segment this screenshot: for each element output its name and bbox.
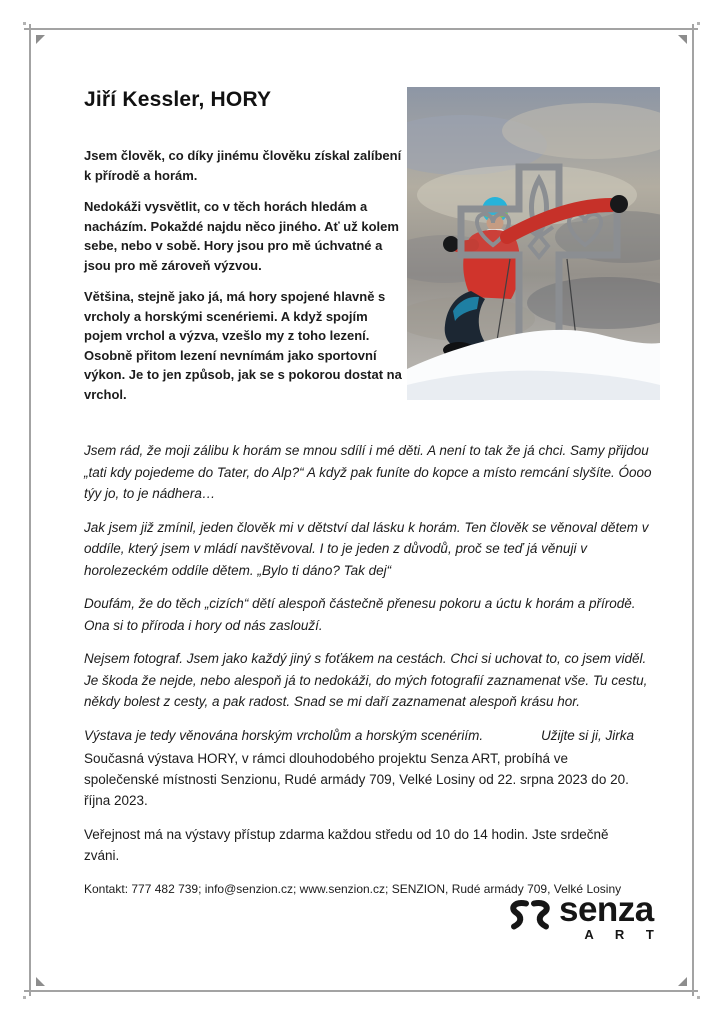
page-border-top	[24, 28, 698, 30]
story-paragraph: Nejsem fotograf. Jsem jako každý jiný s foťákem na cestách. Chci si uchovat to, co jsem viděl. Je škoda že nejde, nebo alespoň já to nedokáži, do mých fotografií zaznamenat vše. Tu cestu, někdy bolest z cesty, a pak radost. Snad se mi daří zaznamenat alespoň krásu hor.	[84, 651, 648, 709]
border-corner-triangle-icon	[36, 977, 45, 986]
story-paragraph: Jak jsem již zmínil, jeden člověk mi v dětství dal lásku k horám. Ten člověk se věnoval dětem v oddíle, který jsem v mládí navštěvoval. I to je jeden z důvodů, proč se teď já věnuji v horolezeckém oddíle dětem. „Bylo ti dáno? Tak dej“	[84, 519, 649, 578]
page-title: Jiří Kessler, HORY	[84, 88, 272, 111]
page-border-right	[692, 24, 694, 996]
closing-signature: Užijte si ji, Jirka	[540, 727, 634, 743]
senza-logo-mark-icon	[506, 892, 554, 940]
summit-photo-graphic	[407, 87, 660, 400]
border-corner-dot	[23, 996, 26, 999]
summit-photo	[407, 87, 660, 400]
intro-paragraph: Nedokáži vysvětlit, co v těch horách hledám a nacházím. Pokaždé najdu něco jiného. Ať už kolem sebe, nebo v sobě. Hory jsou pro mě úchvatné a jsou pro mě zároveň výzvou.	[84, 199, 399, 273]
contact-line: Kontakt: 777 482 739; info@senzion.cz; www.senzion.cz; SENZION, Rudé armády 709, Velké Losiny	[84, 882, 622, 896]
logo-text	[559, 890, 663, 942]
closing-statement: Výstava je tedy věnována horským vrcholům a horským scenériím.	[84, 727, 484, 743]
border-corner-dot	[697, 996, 700, 999]
info-paragraph: Veřejnost má na výstavy přístup zdarma každou středu od 10 do 14 hodin. Jste srdečně zváni.	[84, 827, 609, 863]
info-paragraph: Současná výstava HORY, v rámci dlouhodobého projektu Senza ART, probíhá ve společenské místnosti Senzionu, Rudé armády 709, Velké Losiny od 22. srpna 2023 do 20. října 2023.	[84, 751, 629, 808]
border-corner-triangle-icon	[678, 35, 687, 44]
border-corner-dot	[23, 22, 26, 25]
senza-art-logo	[506, 890, 663, 942]
page-border-bottom	[24, 990, 698, 992]
border-corner-dot	[697, 22, 700, 25]
logo-subtitle: A R T	[584, 927, 663, 942]
story-paragraph: Doufám, že do těch „cizích“ dětí alespoň částečně přenesu pokoru a úctu k horám a přírodě. Ona si to příroda i hory od nás zaslouží.	[84, 596, 636, 633]
story-paragraph: Jsem rád, že moji zálibu k horám se mnou sdílí i mé děti. A není to tak že já chci. Samy přijdou „tati kdy pojedeme do Tater, do Alp?“ A když pak funíte do kopce a místo remcání slyšíte. Óooo týy jo, to je nádhera…	[84, 443, 652, 501]
info-section	[84, 748, 662, 913]
intro-column	[84, 146, 406, 416]
intro-paragraph: Jsem člověk, co díky jinému člověku získal zalíbení k přírodě a horám.	[84, 148, 402, 183]
logo-wordmark: senza	[559, 890, 654, 929]
page-border-left	[29, 24, 31, 996]
intro-paragraph: Většina, stejně jako já, má hory spojené hlavně s vrcholy a horskými scenériemi. A když spojím pojem vrchol a výzva, vzešlo my z toho lezení. Osobně přitom lezení nevnímám jako sportovní výkon. Je to jen způsob, jak se s pokorou dostat na vrchol.	[84, 289, 402, 402]
border-corner-triangle-icon	[36, 35, 45, 44]
border-corner-triangle-icon	[678, 977, 687, 986]
story-section	[84, 440, 662, 758]
story-closing-line	[84, 725, 662, 747]
